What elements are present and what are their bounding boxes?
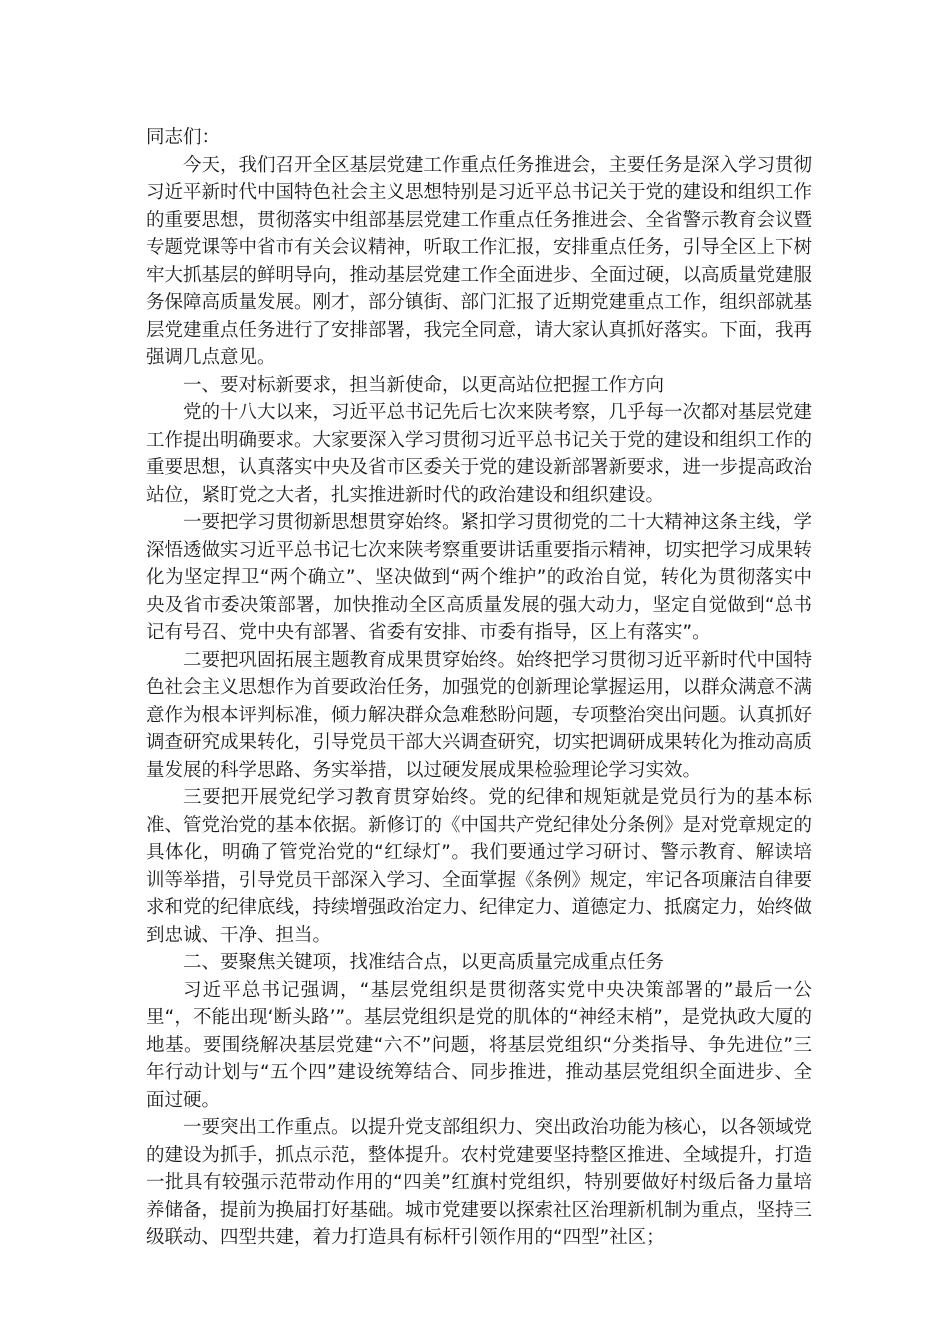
section-1-point-3-paragraph: 三要把开展党纪学习教育贯穿始终。党的纪律和规矩就是党员行为的基本标准、管党治党的基本依据。新修订的《中国共产党纪律处分条例》是对党章规定的具体化，明确了管党治党的“红绿灯”。我们要通过学习研讨、警示教育、解读培训等举措，引导党员干部深入学习、全面掌握《条例》规定，牢记各项廉洁自律要求和党的纪律底线，持续增强政治定力、纪律定力、道德定力、抵腐定力，始终做到忠诚、干净、担当。 bbox=[146, 787, 813, 946]
section-2-point-1-paragraph: 一要突出工作重点。以提升党支部组织力、突出政治功能为核心，以各领域党的建设为抓手，抓点示范，整体提升。农村党建要坚持整区推进、全域提升，打造一批具有较强示范带动作用的“四美”红旗村党组织，特别要做好村级后备力量培养储备，提前为换届打好基础。城市党建要以探索社区治理新机制为重点，坚持三级联动、四型共建，着力打造具有标杆引领作用的“四型”社区； bbox=[146, 1117, 813, 1248]
salutation: 同志们： bbox=[146, 127, 221, 148]
section-1-point-2-paragraph: 二要把巩固拓展主题教育成果贯穿始终。始终把学习贯彻习近平新时代中国特色社会主义思想作为首要政治任务，加强党的创新理论掌握运用，以群众满意不满意作为根本评判标准，倾力解决群众急难愁盼问题，专项整治突出问题。认真抓好调查研究成果转化，引导党员干部大兴调查研究，切实把调研成果转化为推动高质量发展的科学思路、务实举措，以过硬发展成果检验理论学习实效。 bbox=[146, 649, 813, 781]
section-heading-2: 二、要聚焦关键项，找准结合点，以更高质量完成重点任务 bbox=[183, 952, 665, 973]
section-1-point-1-paragraph: 一要把学习贯彻新思想贯穿始终。紧扣学习贯彻党的二十大精神这条主线，学深悟透做实习近平总书记七次来陕考察重要讲话重要指示精神，切实把学习成果转化为坚定捍卫“两个确立”、坚决做到“两个维护”的政治自觉，转化为贯彻落实中央及省市委决策部署，加快推动全区高质量发展的强大动力，坚定自觉做到“总书记有号召、党中央有部署、省委有安排、市委有指导，区上有落实”。 bbox=[146, 512, 813, 643]
intro-paragraph: 今天，我们召开全区基层党建工作重点任务推进会，主要任务是深入学习贯彻习近平新时代中国特色社会主义思想特别是习近平总书记关于党的建设和组织工作的重要思想，贯彻落实中组部基层党建工作重点任务推进会、全省警示教育会议暨专题党课等中省市有关会议精神，听取工作汇报，安排重点任务，引导全区上下树牢大抓基层的鲜明导向，推动基层党建工作全面进步、全面过硬，以高质量党建服务保障高质量发展。刚才，部分镇街、部门汇报了近期党建重点工作，组织部就基层党建重点任务进行了安排部署，我完全同意，请大家认真抓好落实。下面，我再强调几点意见。 bbox=[146, 154, 813, 368]
document-page bbox=[146, 124, 812, 1252]
section-2-intro-paragraph: 习近平总书记强调，“基层党组织是贯彻落实党中央决策部署的”最后一公里“，不能出现‘断头路’”。基层党组织是党的肌体的“神经末梢”，是党执政大厦的地基。要围绕解决基层党建“六不”问题，将基层党组织“分类指导、争先进位”三年行动计划与“五个四”建设统筹结合、同步推进，推动基层党组织全面进步、全面过硬。 bbox=[146, 979, 812, 1111]
section-heading-1: 一、要对标新要求，担当新使命，以更高站位把握工作方向 bbox=[183, 374, 665, 396]
section-1-intro-paragraph: 党的十八大以来，习近平总书记先后七次来陕考察，几乎每一次都对基层党建工作提出明确要求。大家要深入学习贯彻习近平总书记关于党的建设和组织工作的重要思想，认真落实中央及省市区委关于党的建设新部署新要求，进一步提高政治站位，紧盯党之大者，扎实推进新时代的政治建设和组织建设。 bbox=[146, 402, 813, 506]
